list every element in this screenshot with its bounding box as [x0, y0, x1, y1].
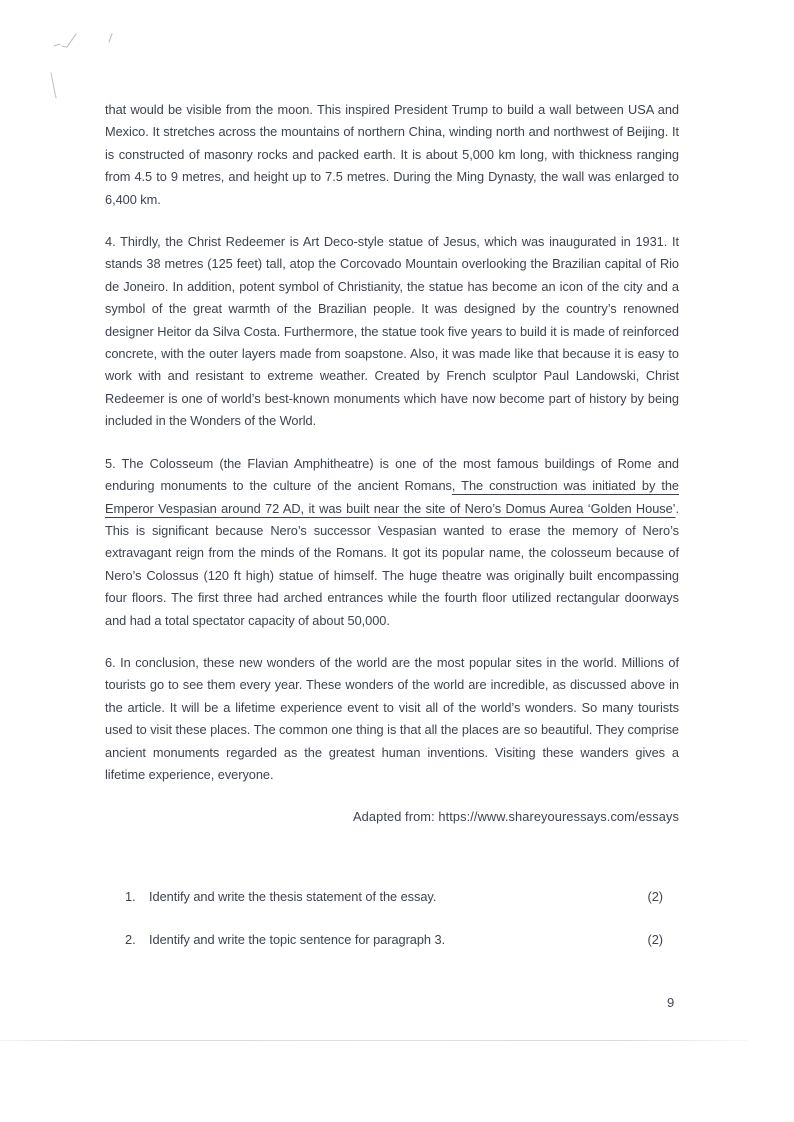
essay-body	[105, 99, 679, 973]
question-row	[105, 886, 679, 908]
question-text: Identify and write the topic sentence for paragraph 3.	[149, 932, 446, 948]
source-attribution: Adapted from: https://www.shareyouressays.com/essays	[353, 809, 679, 825]
essay-paragraph-4: 4. Thirdly, the Christ Redeemer is Art Deco-style statue of Jesus, which was inaugurated in 1931. It stands 38 metres (125 feet) tall, atop the Corcovado Mountain overlooking the Brazilian capital of Rio de Joneiro. In addition, potent symbol of Christianity, the statue has become an icon of the city and a symbol of the great warmth of the Brazilian people. It was designed by the country’s renowned designer Heitor da Silva Costa. Furthermore, the statue took five years to build it is made of reinforced concrete, with the outer layers made from soapstone. Also, it was made like that because it is easy to work with and resistant to extreme weather. Created by French sculptor Paul Landowski, Christ Redeemer is one of world’s best-known monuments which have now become part of history by being included in the Wonders of the World.	[105, 234, 679, 429]
scan-scribble-marks-icon	[0, 0, 150, 110]
essay-paragraph-6: 6. In conclusion, these new wonders of the world are the most popular sites in the world. Millions of tourists go to see them every year. These wonders of the world are incredible, as discussed above in the article. It will be a lifetime experience event to visit all of the world’s wonders. So many tourists used to visit these places. The common one thing is that all the places are so beautiful. They comprise ancient monuments regarded as the greatest human inventions. Visiting these wanders gives a lifetime experience, everyone.	[105, 654, 679, 782]
question-list	[105, 886, 679, 952]
paragraph-5-text-before: 5. The Colosseum (the Flavian Amphitheatre) is one of the most famous buildings of Rome and enduring monuments to the culture of the ancient Romans	[105, 455, 679, 494]
question-text: Identify and write the thesis statement of the essay.	[149, 888, 437, 904]
question-marks: (2)	[647, 932, 663, 948]
question-marks: (2)	[647, 888, 663, 904]
question-number: 1.	[125, 888, 136, 904]
question-number: 2.	[125, 932, 136, 948]
page-number: 9	[667, 995, 675, 1010]
underlined-passage: , The construction was initiated by the Emperor Vespasian around 72 AD, it was built near the site of Nero’s Domus Aurea ‘Golden House’	[105, 478, 679, 516]
paragraph-5-text-after: . This is significant because Nero’s successor Vespasian wanted to erase the memory of Nero’s extravagant reign from the minds of the Romans. It got its popular name, the colosseum because of Nero’s Colossus (120 ft high) statue of himself. The huge theatre was originally built encompassing four floors. The first three had arched entrances while the fourth floor utilized rectangular doorways and had a total spectator capacity of about 50,000.	[105, 500, 679, 628]
question-row	[105, 929, 679, 951]
essay-paragraph-5	[105, 453, 679, 632]
essay-paragraph-3-continued: that would be visible from the moon. This inspired President Trump to build a wall between USA and Mexico. It stretches across the mountains of northern China, winding north and northwest of Beijing. It is constructed of masonry rocks and packed earth. It is about 5,000 km long, with thickness ranging from 4.5 to 9 metres, and height up to 7.5 metres. During the Ming Dynasty, the wall was enlarged to 6,400 km.	[105, 102, 679, 207]
scan-edge-line	[0, 1040, 748, 1041]
